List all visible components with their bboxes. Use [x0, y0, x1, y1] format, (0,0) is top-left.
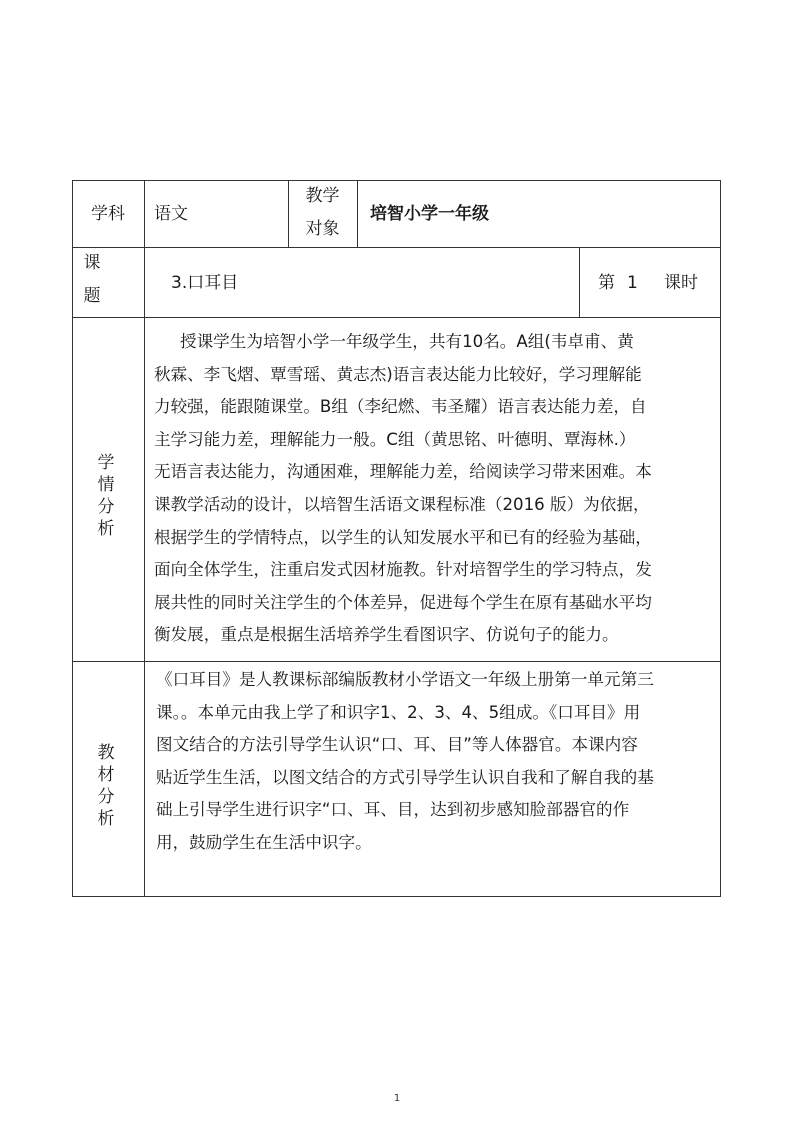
row-divider: [72, 661, 721, 662]
subject-value: 语文: [154, 204, 188, 224]
column-divider: [144, 180, 145, 897]
label-char: 分: [97, 787, 115, 807]
lesson-plan-table: [72, 180, 721, 897]
target-label-line1: 教学: [305, 186, 340, 206]
label-char: 材: [97, 765, 115, 785]
label-char: 分: [97, 497, 115, 517]
material-analysis-text: [156, 664, 654, 860]
row-divider: [72, 317, 721, 318]
label-char: 学: [97, 453, 115, 473]
material-analysis-label: [94, 742, 118, 830]
paragraph-line: 础上引导学生进行识字“口、耳、目，达到初步感知脸部器官的作: [156, 800, 630, 820]
label-char: 教: [97, 743, 115, 763]
target-label: [288, 180, 357, 247]
paragraph-line: 秋霖、李飞熠、覃雪瑶、黄志杰)语言表达能力比较好，学习理解能: [154, 364, 642, 384]
target-label-line2: 对象: [305, 219, 340, 239]
paragraph-line: 根据学生的学情特点，以学生的认知发展水平和已有的经验为基础，: [154, 527, 652, 547]
paragraph-line: 授课学生为培智小学一年级学生，共有10名。A组(韦卓甫、黄: [180, 332, 634, 351]
label-char: 析: [97, 519, 115, 539]
period-number: 1: [627, 273, 638, 293]
lesson-label-line1: 课: [83, 253, 101, 273]
paragraph-line: 展共性的同时关注学生的个体差异，促进每个学生在原有基础水平均: [154, 592, 652, 612]
row-divider: [72, 247, 721, 248]
paragraph-line: 贴近学生生活，以图文结合的方式引导学生认识自我和了解自我的基: [156, 767, 654, 787]
paragraph-line: 无语言表达能力，沟通困难，理解能力差，给阅读学习带来困难。本: [154, 462, 652, 482]
paragraph-line: 用，鼓励学生在生活中识字。: [156, 832, 372, 852]
column-divider: [357, 180, 358, 247]
student-analysis-label: [94, 452, 118, 540]
subject-label: 学科: [91, 203, 125, 224]
column-divider: [579, 247, 580, 317]
paragraph-line: 课。。本单元由我上学了和识字1、2、3、4、5组成。《口耳目》用: [156, 702, 641, 722]
lesson-label: [72, 247, 112, 317]
period-suffix: 课时: [664, 273, 698, 293]
lesson-label-line2: 题: [83, 286, 101, 306]
lesson-title: 3.口耳目: [171, 273, 239, 293]
target-value: 培智小学一年级: [370, 204, 489, 224]
period-prefix: 第: [598, 273, 615, 293]
page-number: 1: [393, 1093, 401, 1104]
paragraph-line: 力较强，能跟随课堂。B组（李纪燃、韦圣耀）语言表达能力差，自: [154, 397, 647, 417]
paragraph-line: 衡发展，重点是根据生活培养学生看图识字、仿说句子的能力。: [154, 625, 619, 645]
paragraph-line: 课教学活动的设计，以培智生活语文课程标准（2016 版）为依据，: [154, 494, 650, 514]
student-analysis-text: [154, 326, 652, 652]
label-char: 析: [97, 809, 115, 829]
paragraph-line: 图文结合的方法引导学生认识“口、耳、目”等人体器官。本课内容: [156, 735, 638, 755]
label-char: 情: [97, 475, 115, 495]
paragraph-line: 《口耳目》是人教课标部编版教材小学语文一年级上册第一单元第三: [156, 670, 654, 689]
paragraph-line: 面向全体学生，注重启发式因材施教。针对培智学生的学习特点，发: [154, 560, 652, 580]
paragraph-line: 主学习能力差，理解能力一般。C组（黄思铭、叶德明、覃海林.）: [154, 429, 636, 449]
